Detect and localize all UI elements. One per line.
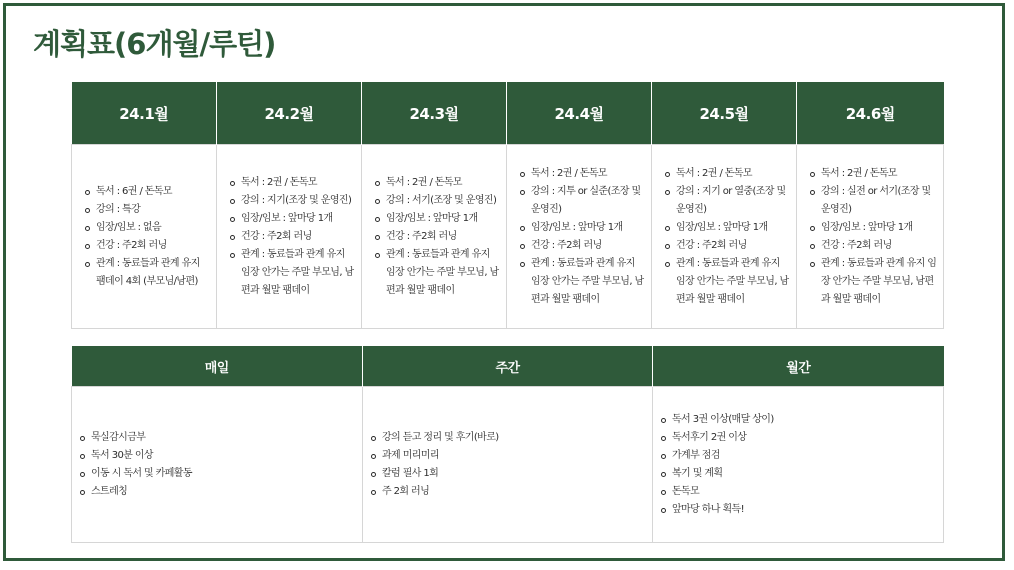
page-title: 계획표(6개월/루틴) — [33, 27, 276, 61]
month-cell-4 — [507, 145, 652, 329]
monthly-plan-table — [71, 82, 944, 329]
routine-cell-2 — [363, 387, 653, 543]
routine-cell-1 — [72, 387, 363, 543]
list-item: 강의 듣고 정리 및 후기(바로) — [371, 429, 646, 447]
month-item-list — [652, 165, 796, 309]
list-item: 관계 : 동료들과 관계 유지 임장 안가는 주말 부모님, 남편과 월말 팸데이 — [810, 255, 937, 309]
routine-cell-3 — [653, 387, 944, 543]
month-header-5: 24.5월 — [652, 82, 797, 145]
monthly-body-row — [72, 145, 944, 329]
month-item-list — [797, 165, 943, 309]
list-item: 과제 미리미리 — [371, 447, 646, 465]
month-cell-2 — [217, 145, 362, 329]
month-header-2: 24.2월 — [217, 82, 362, 145]
list-item: 이동 시 독서 및 카페활동 — [80, 465, 356, 483]
routine-item-list — [72, 429, 362, 501]
list-item: 관계 : 동료들과 관계 유지 팸데이 4회 (부모님/남편) — [85, 255, 210, 291]
list-item: 독서 : 6권 / 돈독모 — [85, 183, 210, 201]
routine-header-1: 매일 — [72, 346, 363, 387]
month-cell-3 — [362, 145, 507, 329]
month-header-6: 24.6월 — [797, 82, 944, 145]
list-item: 가계부 점검 — [661, 447, 937, 465]
month-item-list — [507, 165, 651, 309]
list-item: 건강 : 주2회 러닝 — [85, 237, 210, 255]
list-item: 스트레칭 — [80, 483, 356, 501]
month-cell-5 — [652, 145, 797, 329]
list-item: 복기 및 계획 — [661, 465, 937, 483]
month-header-1: 24.1월 — [72, 82, 217, 145]
list-item: 강의 : 지기 or 열중(조장 및 운영진) — [665, 183, 790, 219]
list-item: 독서 30분 이상 — [80, 447, 356, 465]
routine-item-list — [653, 411, 943, 519]
list-item: 독서 : 2권 / 돈독모 — [520, 165, 645, 183]
month-cell-6 — [797, 145, 944, 329]
list-item: 강의 : 실전 or 서기(조장 및 운영진) — [810, 183, 937, 219]
list-item: 관계 : 동료들과 관계 유지 임장 안가는 주말 부모님, 남편과 월말 팸데이 — [520, 255, 645, 309]
list-item: 독서후기 2권 이상 — [661, 429, 937, 447]
list-item: 건강 : 주2회 러닝 — [810, 237, 937, 255]
list-item: 강의 : 지기(조장 및 운영진) — [230, 192, 355, 210]
routine-header-row — [72, 346, 944, 387]
routine-header-2: 주간 — [363, 346, 653, 387]
month-header-3: 24.3월 — [362, 82, 507, 145]
list-item: 임장/임보 : 앞마당 1개 — [375, 210, 500, 228]
list-item: 독서 3권 이상(매달 상이) — [661, 411, 937, 429]
monthly-header-row — [72, 82, 944, 145]
list-item: 독서 : 2권 / 돈독모 — [665, 165, 790, 183]
month-cell-1 — [72, 145, 217, 329]
routine-header-3: 월간 — [653, 346, 944, 387]
list-item: 임장/임보 : 앞마당 1개 — [810, 219, 937, 237]
list-item: 임장/임보 : 앞마당 1개 — [520, 219, 645, 237]
list-item: 임장/임보 : 앞마당 1개 — [230, 210, 355, 228]
list-item: 임장/임보 : 앞마당 1개 — [665, 219, 790, 237]
list-item: 강의 : 서기(조장 및 운영진) — [375, 192, 500, 210]
routine-body-row — [72, 387, 944, 543]
list-item: 독서 : 2권 / 돈독모 — [810, 165, 937, 183]
month-item-list — [362, 174, 506, 300]
list-item: 묵실감시금부 — [80, 429, 356, 447]
list-item: 관계 : 동료들과 관계 유지 임장 안가는 주말 부모님, 남편과 월말 팸데이 — [230, 246, 355, 300]
list-item: 건강 : 주2회 러닝 — [520, 237, 645, 255]
list-item: 관계 : 동료들과 관계 유지 임장 안가는 주말 부모님, 남편과 월말 팸데이 — [665, 255, 790, 309]
list-item: 칼럼 필사 1회 — [371, 465, 646, 483]
list-item: 건강 : 주2회 러닝 — [665, 237, 790, 255]
month-header-4: 24.4월 — [507, 82, 652, 145]
list-item: 독서 : 2권 / 돈독모 — [375, 174, 500, 192]
list-item: 독서 : 2권 / 돈독모 — [230, 174, 355, 192]
month-item-list — [72, 183, 216, 291]
list-item: 건강 : 주2회 러닝 — [230, 228, 355, 246]
list-item: 건강 : 주2회 러닝 — [375, 228, 500, 246]
list-item: 관계 : 동료들과 관계 유지 임장 안가는 주말 부모님, 남편과 월말 팸데이 — [375, 246, 500, 300]
list-item: 강의 : 지투 or 실준(조장 및 운영진) — [520, 183, 645, 219]
list-item: 임장/임보 : 없음 — [85, 219, 210, 237]
list-item: 돈독모 — [661, 483, 937, 501]
list-item: 주 2회 러닝 — [371, 483, 646, 501]
routine-table — [71, 346, 944, 543]
month-item-list — [217, 174, 361, 300]
routine-item-list — [363, 429, 652, 501]
list-item: 앞마당 하나 획득! — [661, 501, 937, 519]
list-item: 강의 : 특강 — [85, 201, 210, 219]
